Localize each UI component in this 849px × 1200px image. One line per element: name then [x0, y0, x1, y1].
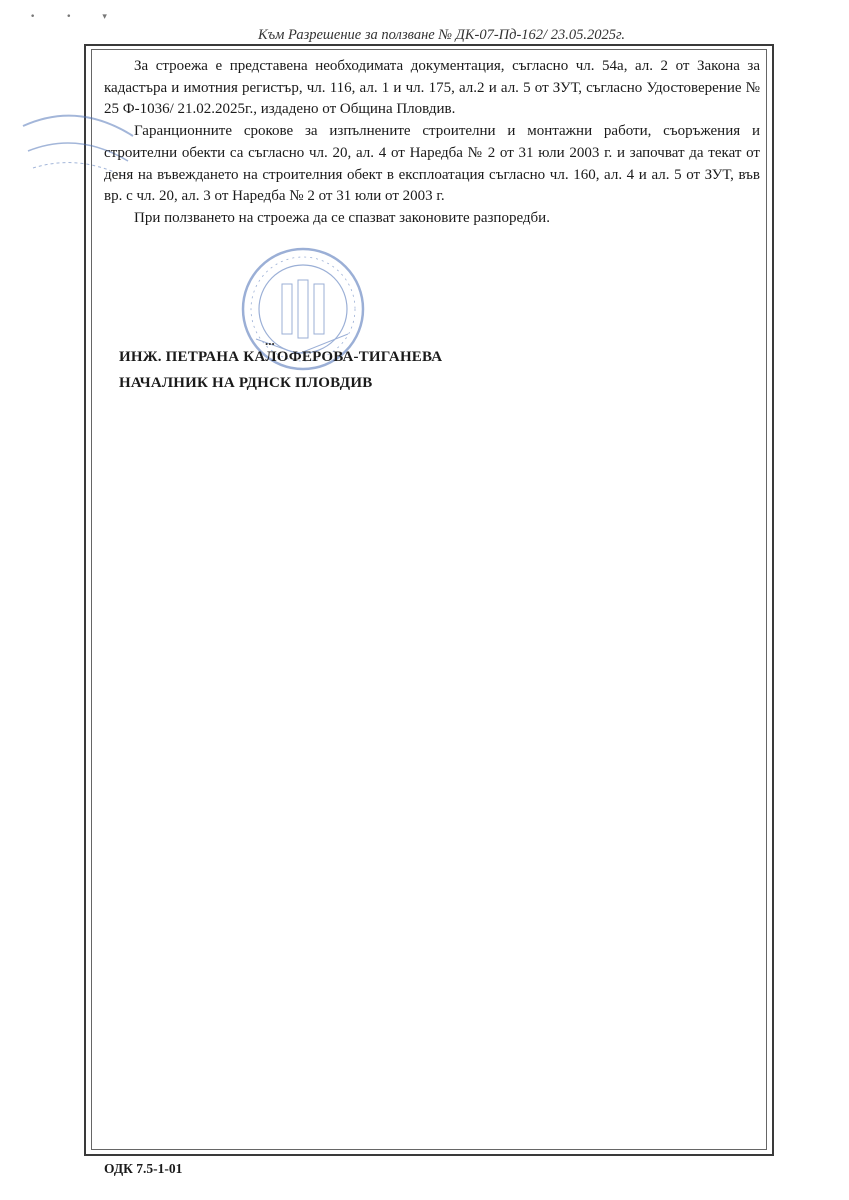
form-code-footer: ОДК 7.5-1-01: [104, 1161, 183, 1176]
document-body: [104, 56, 760, 230]
signature-block: [119, 344, 442, 396]
signature-dots: ...: [265, 333, 275, 348]
paragraph-warranty: Гаранционните срокове за изпълнените строителни и монтажни работи, съоръжения и строителни обекти са съгласно чл. 20, ал. 4 от Наредба № 2 от 31 юли 2003 г. и започват да текат от деня на въвеждането на строителния обект в експлоатация съгласно чл. 160, ал. 4 и ал. 5 от ЗУТ, във вр. с чл. 20, ал. 3 от Наредба № 2 от 31 юли от 2003 г.: [104, 123, 760, 205]
document-reference-header: Към Разрешение за ползване № ДК-07-Пд-162/ 23.05.2025г.: [258, 27, 626, 43]
scan-marks: • • ▾: [30, 12, 121, 22]
signatory-position: НАЧАЛНИК НА РДНСК ПЛОВДИВ: [119, 375, 373, 391]
signatory-name: ИНЖ. ПЕТРАНА КАЛОФЕРОВА-ТИГАНЕВА: [119, 349, 443, 365]
paragraph-legal-provisions: При ползването на строежа да се спазват законовите разпоредби.: [134, 209, 550, 226]
paragraph-documentation: За строежа е представена необходимата документация, съгласно чл. 54а, ал. 2 от Закона за кадастъра и имотния регистър, чл. 116, ал. 1 и чл. 175, ал.2 и ал. 5 от ЗУТ, съгласно Удостоверение № 25 Ф-1036/ 21.02.2025г., издадено от Община Пловдив.: [104, 58, 760, 118]
